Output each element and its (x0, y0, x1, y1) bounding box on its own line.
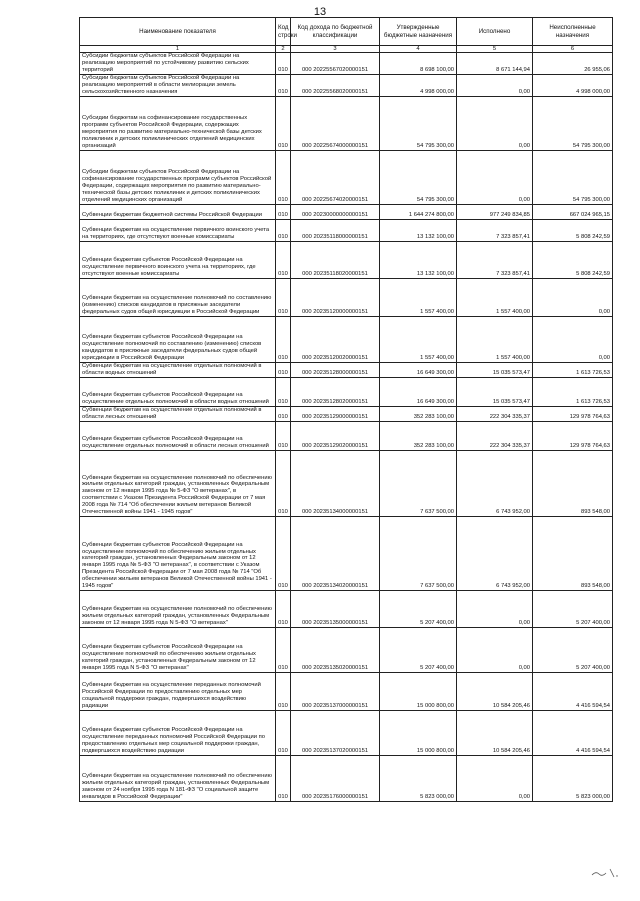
row-name-cell: Субвенции бюджетам субъектов Российской Федерации на осуществление первичного воинского учета на территориях, где отсутствуют военные комиссариаты (80, 242, 276, 279)
row-classification-cell: 000 20235118020000151 (291, 242, 380, 279)
row-approved-cell: 1 557 400,00 (380, 279, 457, 317)
row-classification-cell: 000 20225674000000151 (291, 97, 380, 151)
row-unexecuted-cell: 4 998 000,00 (533, 75, 613, 97)
table-row (80, 220, 613, 242)
table-row (80, 97, 613, 151)
row-unexecuted-cell: 0,00 (533, 317, 613, 363)
row-name-cell: Субсидии бюджетам субъектов Российской Федерации на реализацию мероприятий в области мелиорации земель сельскохозяйственного назначения (80, 75, 276, 97)
row-executed-cell: 10 584 205,46 (457, 673, 533, 711)
header-approved: Утвержденные бюджетные назначения (380, 18, 457, 46)
row-unexecuted-cell: 129 978 764,63 (533, 407, 613, 422)
row-approved-cell: 13 132 100,00 (380, 220, 457, 242)
revenue-report-table (79, 17, 613, 802)
row-code-cell: 010 (276, 151, 291, 205)
row-unexecuted-cell: 893 548,00 (533, 517, 613, 591)
column-number: 1 (80, 46, 276, 53)
row-name-cell: Субвенции бюджетам на осуществление полномочий по обеспечению жильем отдельных категорий граждан, установленных Федеральным законом от 24 ноября 1995 года N 181-ФЗ "О социальной защите инвалидов в Российской Федерации" (80, 756, 276, 802)
table-row (80, 756, 613, 802)
column-number: 3 (291, 46, 380, 53)
row-classification-cell: 000 20230000000000151 (291, 205, 380, 220)
row-executed-cell: 6 743 952,00 (457, 517, 533, 591)
row-approved-cell: 352 283 100,00 (380, 407, 457, 422)
row-unexecuted-cell: 5 207 400,00 (533, 628, 613, 673)
row-name-cell: Субвенции бюджетам на осуществление первичного воинского учета на территориях, где отсутствуют военные комиссариаты (80, 220, 276, 242)
row-classification-cell: 000 20225568020000151 (291, 75, 380, 97)
row-executed-cell: 222 304 335,37 (457, 407, 533, 422)
row-code-cell: 010 (276, 407, 291, 422)
row-classification-cell: 000 20235128000000151 (291, 363, 380, 378)
row-name-cell: Субвенции бюджетам субъектов Российской Федерации на осуществление отдельных полномочий в области водных отношений (80, 378, 276, 407)
row-unexecuted-cell: 5 823 000,00 (533, 756, 613, 802)
row-unexecuted-cell: 893 548,00 (533, 451, 613, 517)
row-name-cell: Субвенции бюджетам на осуществление отдельных полномочий в области лесных отношений (80, 407, 276, 422)
row-code-cell: 010 (276, 75, 291, 97)
row-code-cell: 010 (276, 711, 291, 756)
row-code-cell: 010 (276, 220, 291, 242)
row-code-cell: 010 (276, 205, 291, 220)
row-classification-cell: 000 20235134020000151 (291, 517, 380, 591)
table-row (80, 279, 613, 317)
row-code-cell: 010 (276, 451, 291, 517)
row-approved-cell: 5 207 400,00 (380, 628, 457, 673)
header-unexecuted: Неисполненные назначения (533, 18, 613, 46)
row-name-cell: Субвенции бюджетам на осуществление отдельных полномочий в области водных отношений (80, 363, 276, 378)
row-executed-cell: 222 304 335,37 (457, 422, 533, 451)
row-approved-cell: 5 823 000,00 (380, 756, 457, 802)
row-unexecuted-cell: 5 808 242,59 (533, 242, 613, 279)
row-name-cell: Субвенции бюджетам на осуществление переданных полномочий Российской Федерации по предоставлению отдельных мер социальной поддержки граждан, подвергшихся воздействию радиации (80, 673, 276, 711)
row-classification-cell: 000 20235135020000151 (291, 628, 380, 673)
row-approved-cell: 4 998 000,00 (380, 75, 457, 97)
column-number: 5 (457, 46, 533, 53)
table-row (80, 317, 613, 363)
table-row (80, 628, 613, 673)
row-unexecuted-cell: 129 978 764,63 (533, 422, 613, 451)
row-name-cell: Субвенции бюджетам на осуществление полномочий по составлению (изменению) списков кандидатов в присяжные заседатели федеральных судов общей юрисдикции в Российской Федерации (80, 279, 276, 317)
row-approved-cell: 15 000 800,00 (380, 673, 457, 711)
table-row (80, 242, 613, 279)
row-approved-cell: 54 795 300,00 (380, 97, 457, 151)
row-executed-cell: 0,00 (457, 97, 533, 151)
row-name-cell: Субсидии бюджетам субъектов Российской Федерации на софинансирование государственных программ субъектов Российской Федерации, содержащих мероприятия по развитию материально-технической базы детских поликлиник и детских поликлинических отделений медицинских организаций (80, 151, 276, 205)
table-row (80, 53, 613, 75)
row-executed-cell: 15 035 573,47 (457, 363, 533, 378)
row-code-cell: 010 (276, 422, 291, 451)
table-row (80, 151, 613, 205)
row-approved-cell: 16 649 300,00 (380, 378, 457, 407)
header-name: Наименование показателя (80, 18, 276, 46)
row-code-cell: 010 (276, 317, 291, 363)
row-name-cell: Субсидии бюджетам на софинансирование государственных программ субъектов Российской Федерации, содержащих мероприятия по развитию материально-технической базы детских поликлиник и детских поликлинических отделений медицинских организаций (80, 97, 276, 151)
table-row (80, 451, 613, 517)
row-code-cell: 010 (276, 97, 291, 151)
row-executed-cell: 0,00 (457, 628, 533, 673)
row-approved-cell: 15 000 800,00 (380, 711, 457, 756)
column-number: 6 (533, 46, 613, 53)
row-executed-cell: 1 557 400,00 (457, 279, 533, 317)
row-code-cell: 010 (276, 673, 291, 711)
table-row (80, 517, 613, 591)
row-code-cell: 010 (276, 628, 291, 673)
row-approved-cell: 1 644 274 800,00 (380, 205, 457, 220)
pen-mark-icon (590, 865, 620, 879)
row-name-cell: Субвенции бюджетам бюджетной системы Российской Федерации (80, 205, 276, 220)
row-classification-cell: 000 20235118000000151 (291, 220, 380, 242)
row-classification-cell: 000 20235137020000151 (291, 711, 380, 756)
column-number: 4 (380, 46, 457, 53)
table-row (80, 407, 613, 422)
row-name-cell: Субсидии бюджетам субъектов Российской Федерации на реализацию мероприятий по устойчивому развитию сельских территорий (80, 53, 276, 75)
row-approved-cell: 352 283 100,00 (380, 422, 457, 451)
table-row (80, 363, 613, 378)
row-name-cell: Субвенции бюджетам на осуществление полномочий по обеспечению жильем отдельных категорий граждан, установленных Федеральным законом от 12 января 1995 года N 5-ФЗ "О ветеранах" (80, 591, 276, 628)
row-executed-cell: 0,00 (457, 591, 533, 628)
row-unexecuted-cell: 4 416 594,54 (533, 711, 613, 756)
row-classification-cell: 000 20235120020000151 (291, 317, 380, 363)
row-classification-cell: 000 20235129020000151 (291, 422, 380, 451)
table-row (80, 378, 613, 407)
row-approved-cell: 7 637 500,00 (380, 517, 457, 591)
row-executed-cell: 977 249 834,85 (457, 205, 533, 220)
table-row (80, 711, 613, 756)
header-classification: Код дохода по бюджетной классификации (291, 18, 380, 46)
row-classification-cell: 000 20235137000000151 (291, 673, 380, 711)
row-approved-cell: 8 698 100,00 (380, 53, 457, 75)
row-unexecuted-cell: 1 613 726,53 (533, 378, 613, 407)
row-unexecuted-cell: 5 808 242,59 (533, 220, 613, 242)
row-unexecuted-cell: 1 613 726,53 (533, 363, 613, 378)
row-executed-cell: 0,00 (457, 151, 533, 205)
row-unexecuted-cell: 54 795 300,00 (533, 97, 613, 151)
row-executed-cell: 8 671 144,94 (457, 53, 533, 75)
row-executed-cell: 7 323 857,41 (457, 242, 533, 279)
column-number-row (80, 46, 613, 53)
row-unexecuted-cell: 54 795 300,00 (533, 151, 613, 205)
header-row (80, 18, 613, 46)
row-approved-cell: 5 207 400,00 (380, 591, 457, 628)
row-classification-cell: 000 20235120000000151 (291, 279, 380, 317)
header-executed: Исполнено (457, 18, 533, 46)
row-unexecuted-cell: 4 416 594,54 (533, 673, 613, 711)
row-unexecuted-cell: 5 207 400,00 (533, 591, 613, 628)
row-approved-cell: 54 795 300,00 (380, 151, 457, 205)
row-name-cell: Субвенции бюджетам субъектов Российской Федерации на осуществление полномочий по обеспечению жильем отдельных категорий граждан, установленных Федеральным законом от 12 января 1995 года N 5-ФЗ "О ветеранах" (80, 628, 276, 673)
header-code: Код строки (276, 18, 291, 46)
table-row (80, 75, 613, 97)
row-name-cell: Субвенции бюджетам субъектов Российской Федерации на осуществление полномочий по обеспечению жильем отдельных категорий граждан, установленных Федеральным законом от 12 января 1995 года № 5-ФЗ "О ветеранах", в соответствии с Указом Президента Российской Федерации от 7 мая 2008 года № 714 "Об обеспечении жильем ветеранов Великой Отечественной войны 1941 - 1945 годов" (80, 517, 276, 591)
table-row (80, 205, 613, 220)
row-classification-cell: 000 20235135000000151 (291, 591, 380, 628)
report-body (80, 53, 613, 802)
row-code-cell: 010 (276, 591, 291, 628)
row-executed-cell: 0,00 (457, 75, 533, 97)
row-unexecuted-cell: 667 024 965,15 (533, 205, 613, 220)
row-classification-cell: 000 20235129000000151 (291, 407, 380, 422)
row-approved-cell: 7 637 500,00 (380, 451, 457, 517)
row-code-cell: 010 (276, 53, 291, 75)
column-number: 2 (276, 46, 291, 53)
row-classification-cell: 000 20235176000000151 (291, 756, 380, 802)
row-approved-cell: 13 132 100,00 (380, 242, 457, 279)
table-row (80, 673, 613, 711)
row-classification-cell: 000 20225674020000151 (291, 151, 380, 205)
table-row (80, 422, 613, 451)
row-executed-cell: 0,00 (457, 756, 533, 802)
row-name-cell: Субвенции бюджетам субъектов Российской Федерации на осуществление полномочий по составлению (изменению) списков кандидатов в присяжные заседатели федеральных судов общей юрисдикции в Российской Федерации (80, 317, 276, 363)
row-unexecuted-cell: 0,00 (533, 279, 613, 317)
row-executed-cell: 15 035 573,47 (457, 378, 533, 407)
row-classification-cell: 000 20235128020000151 (291, 378, 380, 407)
row-code-cell: 010 (276, 242, 291, 279)
row-code-cell: 010 (276, 756, 291, 802)
row-unexecuted-cell: 26 955,06 (533, 53, 613, 75)
row-approved-cell: 1 557 400,00 (380, 317, 457, 363)
row-classification-cell: 000 20225567020000151 (291, 53, 380, 75)
row-name-cell: Субвенции бюджетам субъектов Российской Федерации на осуществление переданных полномочий Российской Федерации по предоставлению отдельных мер социальной поддержки граждан, подвергшихся воздействию радиации (80, 711, 276, 756)
row-name-cell: Субвенции бюджетам на осуществление полномочий по обеспечению жильем отдельных категорий граждан, установленных Федеральным законом от 12 января 1995 года № 5-ФЗ "О ветеранах", в соответствии с Указом Президента Российской Федерации от 7 мая 2008 года № 714 "Об обеспечении жильем ветеранов Великой Отечественной войны 1941 - 1945 годов" (80, 451, 276, 517)
table-row (80, 591, 613, 628)
row-executed-cell: 1 557 400,00 (457, 317, 533, 363)
row-code-cell: 010 (276, 279, 291, 317)
row-code-cell: 010 (276, 363, 291, 378)
row-code-cell: 010 (276, 378, 291, 407)
row-executed-cell: 10 584 205,46 (457, 711, 533, 756)
row-name-cell: Субвенции бюджетам субъектов Российской Федерации на осуществление отдельных полномочий в области лесных отношений (80, 422, 276, 451)
row-approved-cell: 16 649 300,00 (380, 363, 457, 378)
row-code-cell: 010 (276, 517, 291, 591)
page-number: 13 (313, 6, 327, 18)
row-executed-cell: 6 743 952,00 (457, 451, 533, 517)
row-executed-cell: 7 323 857,41 (457, 220, 533, 242)
row-classification-cell: 000 20235134000000151 (291, 451, 380, 517)
